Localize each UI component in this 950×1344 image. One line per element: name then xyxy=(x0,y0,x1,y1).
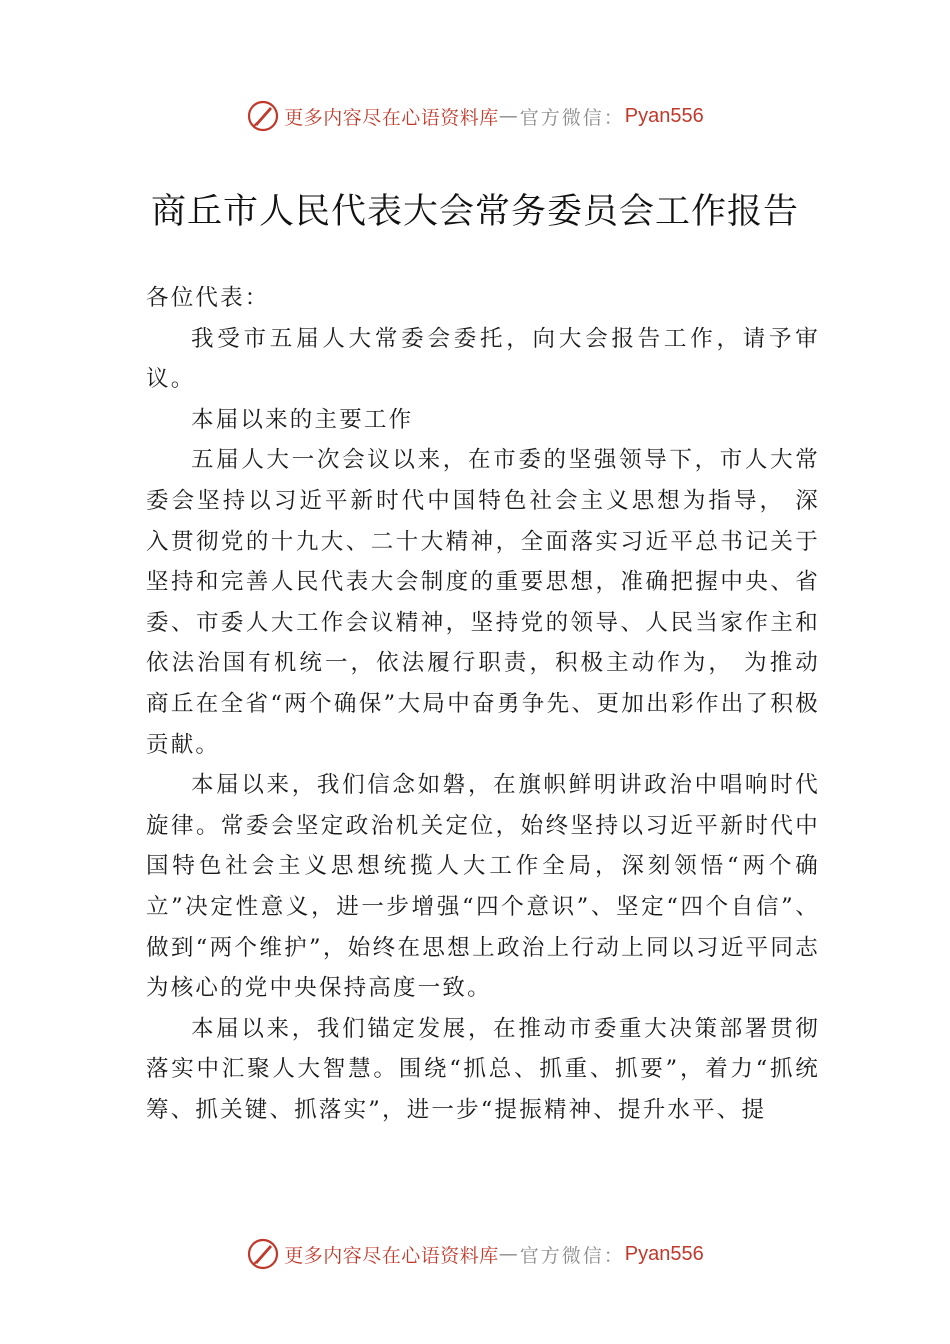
watermark-wechat-id: Pyan556 xyxy=(624,104,704,127)
paragraph-development: 本届以来，我们锚定发展，在推动市委重大决策部署贯彻落实中汇聚人大智慧。围绕“抓总、抓重、抓要”，着力“抓统筹、抓关键、抓落实”，进一步“提振精神、提升水平、提 xyxy=(146,1015,820,1123)
section-heading: 本届以来的主要工作 xyxy=(191,406,414,433)
paragraph-summary: 五届人大一次会议以来，在市委的坚强领导下，市人大常委会坚持以习近平新时代中国特色社会主义思想为指导， 深入贯彻党的十九大、二十大精神，全面落实习近平总书记关于坚持和完善人民代表大会制度的重要思想，准确把握中央、省委、市委人大工作会议精神，坚持党的领导、人民当家作主和依法治国有机统一，依法履行职责，积极主动作为， 为推动商丘在全省“两个确保”大局中奋勇争先、更加出彩作出了积极贡献。 xyxy=(146,447,820,758)
header-watermark xyxy=(0,94,950,138)
salutation: 各位代表： xyxy=(146,285,270,311)
watermark-separator: — xyxy=(498,105,520,127)
paragraph-politics: 本届以来，我们信念如磐，在旗帜鲜明讲政治中唱响时代旋律。常委会坚定政治机关定位，始终坚持以习近平新时代中国特色社会主义思想统揽人大工作全局，深刻领悟“两个确立”决定性意义，进一步增强“四个意识”、坚定“四个自信”、做到“两个维护”，始终在思想上政治上行动上同以习近平同志为核心的党中央保持高度一致。 xyxy=(146,772,820,1002)
watermark-brand-text: 更多内容尽在心语资料库 xyxy=(284,1244,499,1267)
quill-pen-logo-icon xyxy=(246,99,280,133)
watermark-brand-text: 更多内容尽在心语资料库 xyxy=(284,106,499,129)
footer-watermark xyxy=(0,1232,950,1276)
quill-pen-logo-icon xyxy=(246,1237,280,1271)
watermark-official-label: 官方微信： xyxy=(519,1244,625,1267)
paragraph-intro: 我受市五届人大常委会委托，向大会报告工作，请予审议。 xyxy=(146,325,820,393)
watermark-separator: — xyxy=(498,1243,520,1265)
document-body xyxy=(146,278,820,1130)
watermark-official-label: 官方微信： xyxy=(519,106,625,129)
document-title: 商丘市人民代表大会常务委员会工作报告 xyxy=(150,192,799,232)
watermark-wechat-id: Pyan556 xyxy=(624,1242,704,1265)
